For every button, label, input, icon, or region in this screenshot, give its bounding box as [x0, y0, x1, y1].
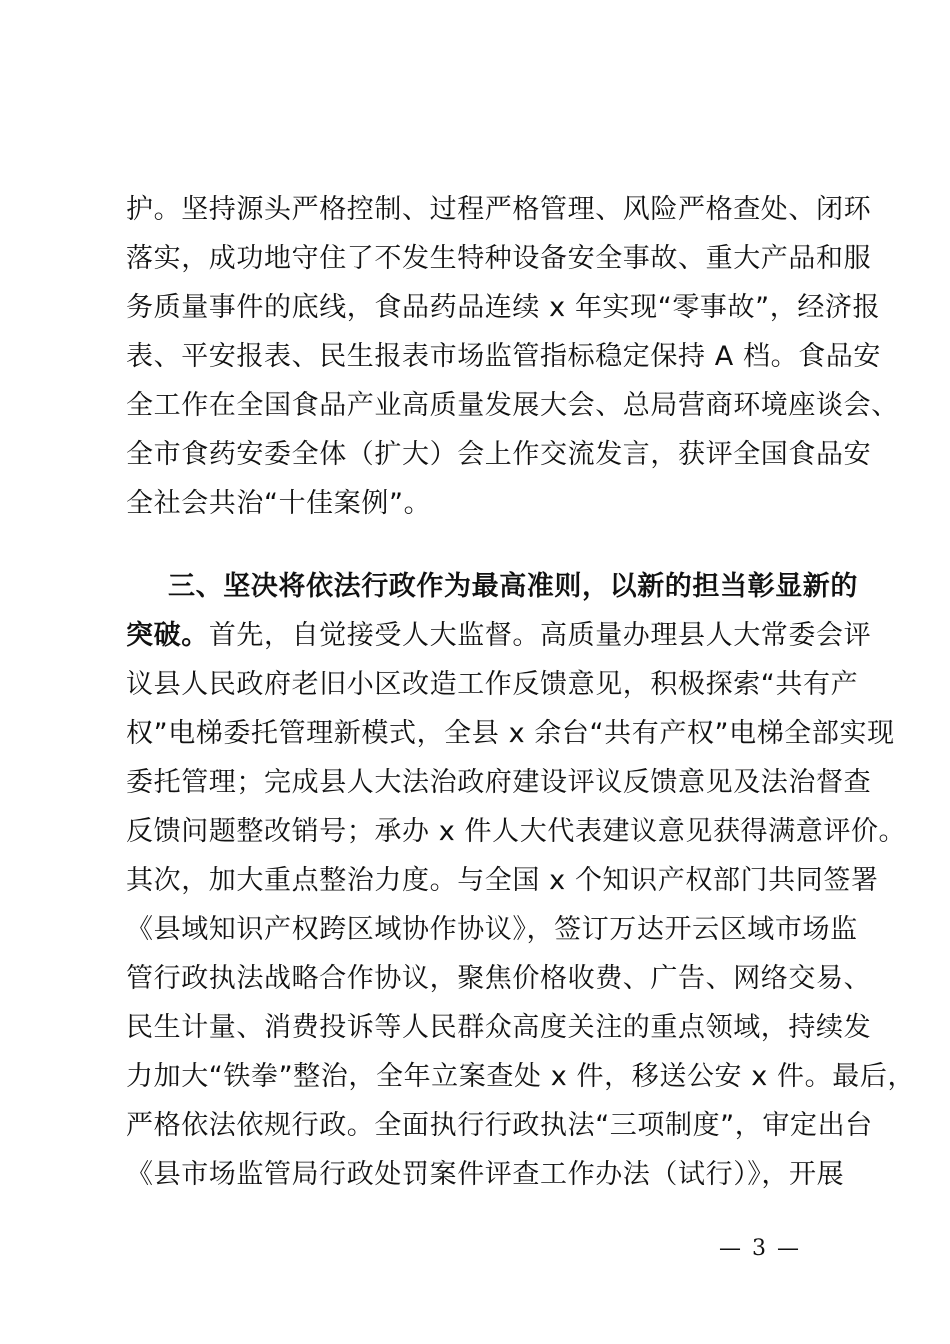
- text-line: 权”电梯委托管理新模式，全县 x 余台“共有产权”电梯全部实现: [126, 718, 895, 749]
- text-line: 护。坚持源头严格控制、过程严格管理、风险严格查处、闭环: [126, 194, 872, 225]
- section-heading: 三、坚决将依法行政作为最高准则，以新的担当彰显新的: [168, 571, 858, 602]
- text-line: 其次，加大重点整治力度。与全国 x 个知识产权部门共同签署: [126, 865, 879, 896]
- text-line: 全市食药安委全体（扩大）会上作交流发言，获评全国食品安: [126, 439, 872, 470]
- text-line: 反馈问题整改销号；承办 x 件人大代表建议意见获得满意评价。: [126, 816, 907, 847]
- text-line: 议县人民政府老旧小区改造工作反馈意见，积极探索“共有产: [126, 669, 859, 700]
- text-line: 《县市场监管局行政处罚案件评查工作办法（试行）》，开展: [126, 1159, 845, 1190]
- text-line: 表、平安报表、民生报表市场监管指标稳定保持 A 档。食品安: [126, 341, 882, 372]
- text-line: 力加大“铁拳”整治，全年立案查处 x 件，移送公安 x 件。最后，: [126, 1061, 916, 1092]
- text-line: 民生计量、消费投诉等人民群众高度关注的重点领域，持续发: [126, 1012, 872, 1043]
- text-line: 全社会共治“十佳案例”。: [126, 488, 432, 519]
- text-line: 委托管理；完成县人大法治政府建设评议反馈意见及法治督查: [126, 767, 872, 798]
- text-line-rest: 首先，自觉接受人大监督。高质量办理县人大常委会评: [208, 620, 872, 651]
- text-line: 管行政执法战略合作协议，聚焦价格收费、广告、网络交易、: [126, 963, 872, 994]
- text-line: 全工作在全国食品产业高质量发展大会、总局营商环境座谈会、: [126, 390, 899, 421]
- paragraph-gap: [126, 528, 846, 562]
- text-line: 落实，成功地守住了不发生特种设备安全事故、重大产品和服: [126, 243, 872, 274]
- text-line: 严格依法依规行政。全面执行行政执法“三项制度”，审定出台: [126, 1110, 873, 1141]
- body-text: [126, 185, 916, 1199]
- text-line: 《县域知识产权跨区域协作协议》，签订万达开云区域市场监: [126, 914, 858, 945]
- section-heading-end: 突破。: [126, 620, 209, 651]
- text-line: [126, 611, 872, 660]
- text-line: 务质量事件的底线，食品药品连续 x 年实现“零事故”，经济报: [126, 292, 881, 323]
- page-number: — 3 —: [719, 1236, 801, 1261]
